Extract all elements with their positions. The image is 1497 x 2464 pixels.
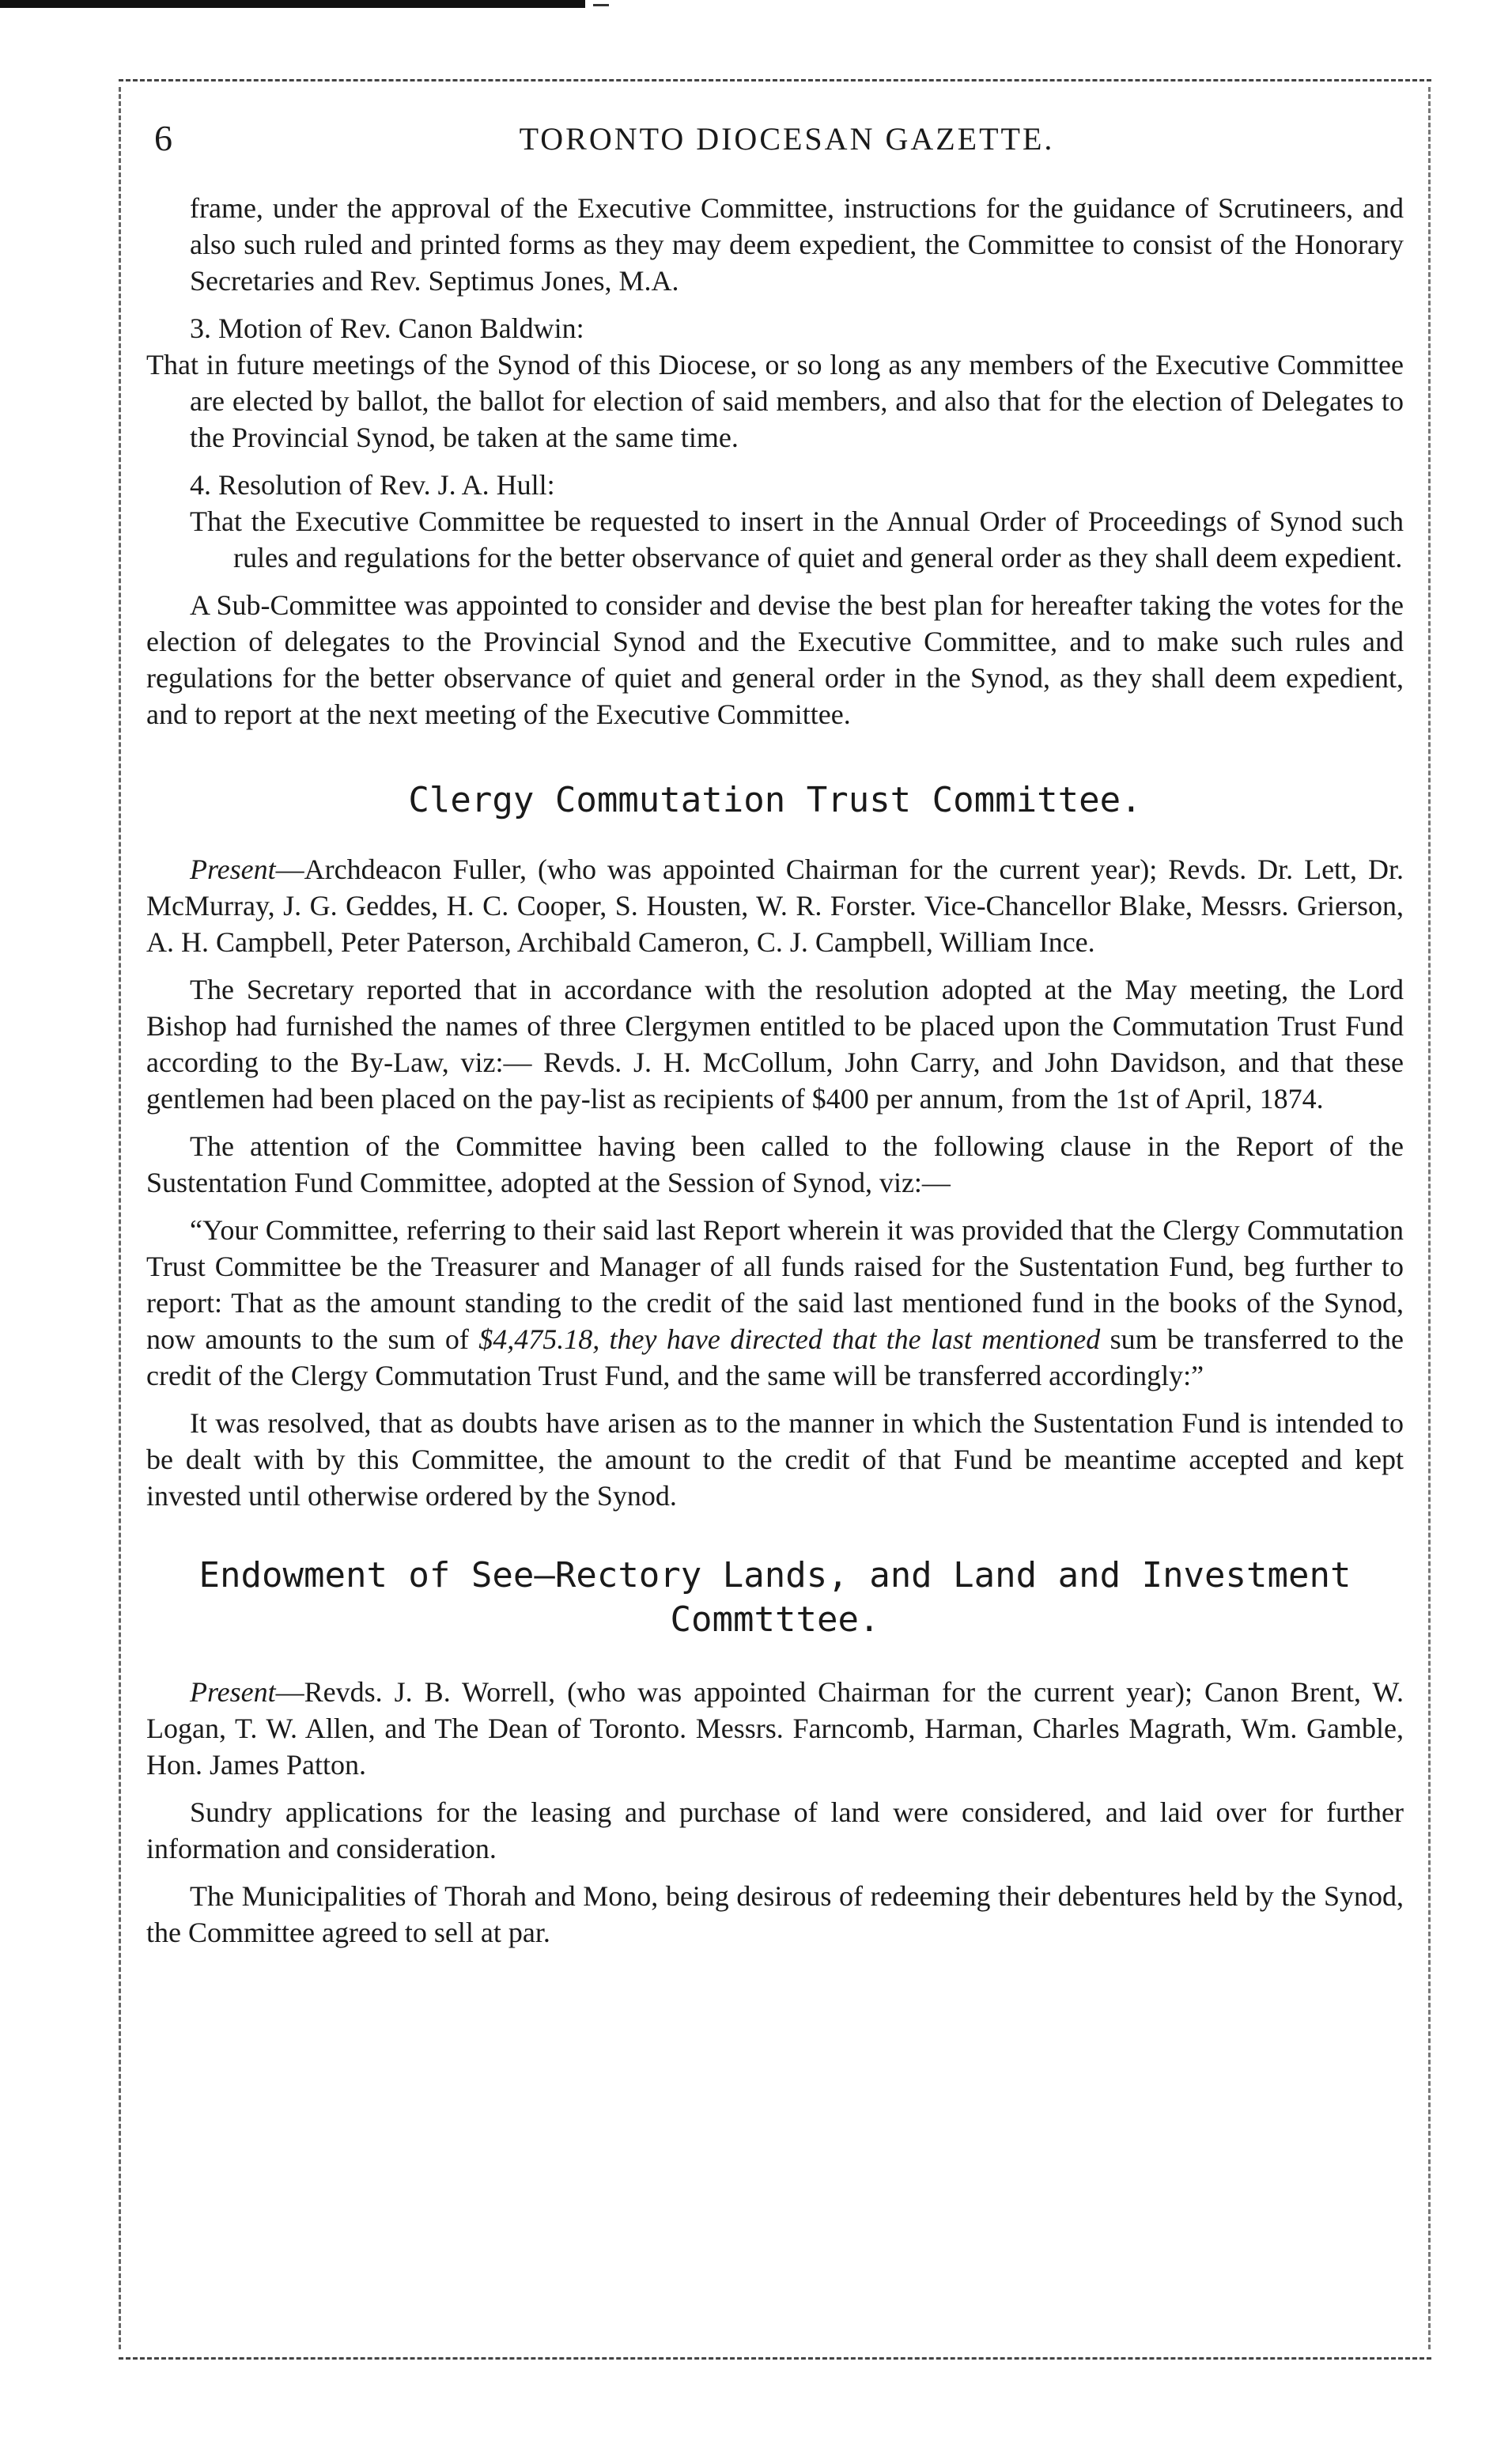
present-list: —Revds. J. B. Worrell, (who was appointed Chairman for the current year); Canon Brent, W. Logan, T. W. Allen, and The Dean of Toronto. Messrs. Farncomb, Harman, Charles Magrath, Wm. Gamble, Hon. James Patton. bbox=[146, 1676, 1404, 1781]
top-border-rule bbox=[0, 0, 585, 8]
quote-text-end: sum be transferred to the credit of the Clergy Commutation Trust Fund, and the same will be transferred accordingly:” bbox=[146, 1323, 1404, 1391]
continuation-paragraph: frame, under the approval of the Executive Committee, instructions for the guidance of Scrutineers, and also such ruled and printed forms as they may deem expedient, the Committee to consist of the Honorary Secretaries and Rev. Septimus Jones, M.A. bbox=[190, 192, 1404, 297]
present-label: Present bbox=[190, 1676, 276, 1708]
endowment-heading-line2: Commtttee. bbox=[670, 1599, 880, 1640]
page-body bbox=[146, 190, 1404, 1951]
sundry-applications-paragraph: Sundry applications for the leasing and purchase of land were considered, and laid over for further information and consideration. bbox=[146, 1796, 1404, 1864]
item-3-heading: 3. Motion of Rev. Canon Baldwin: bbox=[190, 312, 584, 344]
item-3-motion: That in future meetings of the Synod of this Diocese, or so long as any members of the Executive Committee are elected by ballot, the ballot for election of said members, and also that for the election of Delegates to the Provincial Synod, be taken at the same time. bbox=[146, 349, 1404, 453]
item-4-resolution: That the Executive Committee be requested to insert in the Annual Order of Proceedings of Synod such rules and regulations for the better observance of quiet and general order as they shall deem expedient. bbox=[190, 505, 1404, 573]
item-4-heading: 4. Resolution of Rev. J. A. Hull: bbox=[190, 469, 555, 501]
top-dashed-rule bbox=[119, 79, 1431, 81]
quote-text-start: “Your Committee, referring to their said last Report wherein it was provided that the Clergy Commutation Trust Committee be the Treasurer and Manager of all funds raised for the Sustentation Fund, beg further to report: That as the amount standing to the credit of the said last mentioned fund in the books of the Synod, now amounts to the sum of bbox=[146, 1214, 1404, 1355]
top-border-rule-thin bbox=[593, 4, 609, 6]
present-list: —Archdeacon Fuller, (who was appointed Chairman for the current year); Revds. Dr. Lett, Dr. McMurray, J. G. Geddes, H. C. Cooper, S. Housten, W. R. Forster. Vice-Chancellor Blake, Messrs. Grierson, A. H. Campbell, Peter Paterson, Archibald Cameron, C. J. Campbell, William Ince. bbox=[146, 854, 1404, 958]
secretary-report-paragraph: The Secretary reported that in accordance with the resolution adopted at the May meeting, the Lord Bishop had furnished the names of three Clergymen entitled to be placed upon the Commutation Trust Fund according to the By-Law, viz:— Revds. J. H. McCollum, John Carry, and John Davidson, and that these gentlemen had been placed on the pay-list as recipients of $400 per annum, from the 1st of April, 1874. bbox=[146, 974, 1404, 1115]
subcommittee-paragraph: A Sub-Committee was appointed to consider and devise the best plan for hereafter taking the votes for the election of delegates to the Provincial Synod and the Executive Committee, and to make such rules and regulations for the better observance of quiet and general order in the Synod, as they shall deem expedient, and to report at the next meeting of the Executive Committee. bbox=[146, 589, 1404, 730]
endowment-heading-line1: Endowment of See—Rectory Lands, and Land and Investment bbox=[198, 1555, 1351, 1595]
quote-text-italic: $4,475.18, they have directed that the last mentioned bbox=[478, 1323, 1101, 1355]
page-header bbox=[154, 117, 1420, 165]
clergy-section-heading: Clergy Commutation Trust Committee. bbox=[408, 780, 1142, 820]
resolution-paragraph: It was resolved, that as doubts have arisen as to the manner in which the Sustentation Fund is intended to be dealt with by this Committee, the amount to the credit of that Fund be meantime accepted and kept invested until otherwise ordered by the Synod. bbox=[146, 1407, 1404, 1512]
page-number: 6 bbox=[154, 118, 172, 158]
running-head: TORONTO DIOCESAN GAZETTE. bbox=[519, 121, 1055, 157]
endowment-present-paragraph bbox=[146, 1674, 1404, 1783]
right-dashed-rule bbox=[1428, 87, 1431, 2349]
clergy-present-paragraph bbox=[146, 851, 1404, 960]
attention-paragraph: The attention of the Committee having been called to the following clause in the Report of the Sustentation Fund Committee, adopted at the Session of Synod, viz:— bbox=[146, 1130, 1404, 1198]
municipalities-paragraph: The Municipalities of Thorah and Mono, being desirous of redeeming their debentures held by the Synod, the Committee agreed to sell at par. bbox=[146, 1880, 1404, 1948]
present-label: Present bbox=[190, 854, 276, 885]
left-dashed-rule bbox=[119, 87, 121, 2349]
endowment-section-heading bbox=[146, 1554, 1404, 1642]
committee-quote-paragraph bbox=[146, 1212, 1404, 1394]
bottom-dashed-rule bbox=[119, 2357, 1431, 2360]
